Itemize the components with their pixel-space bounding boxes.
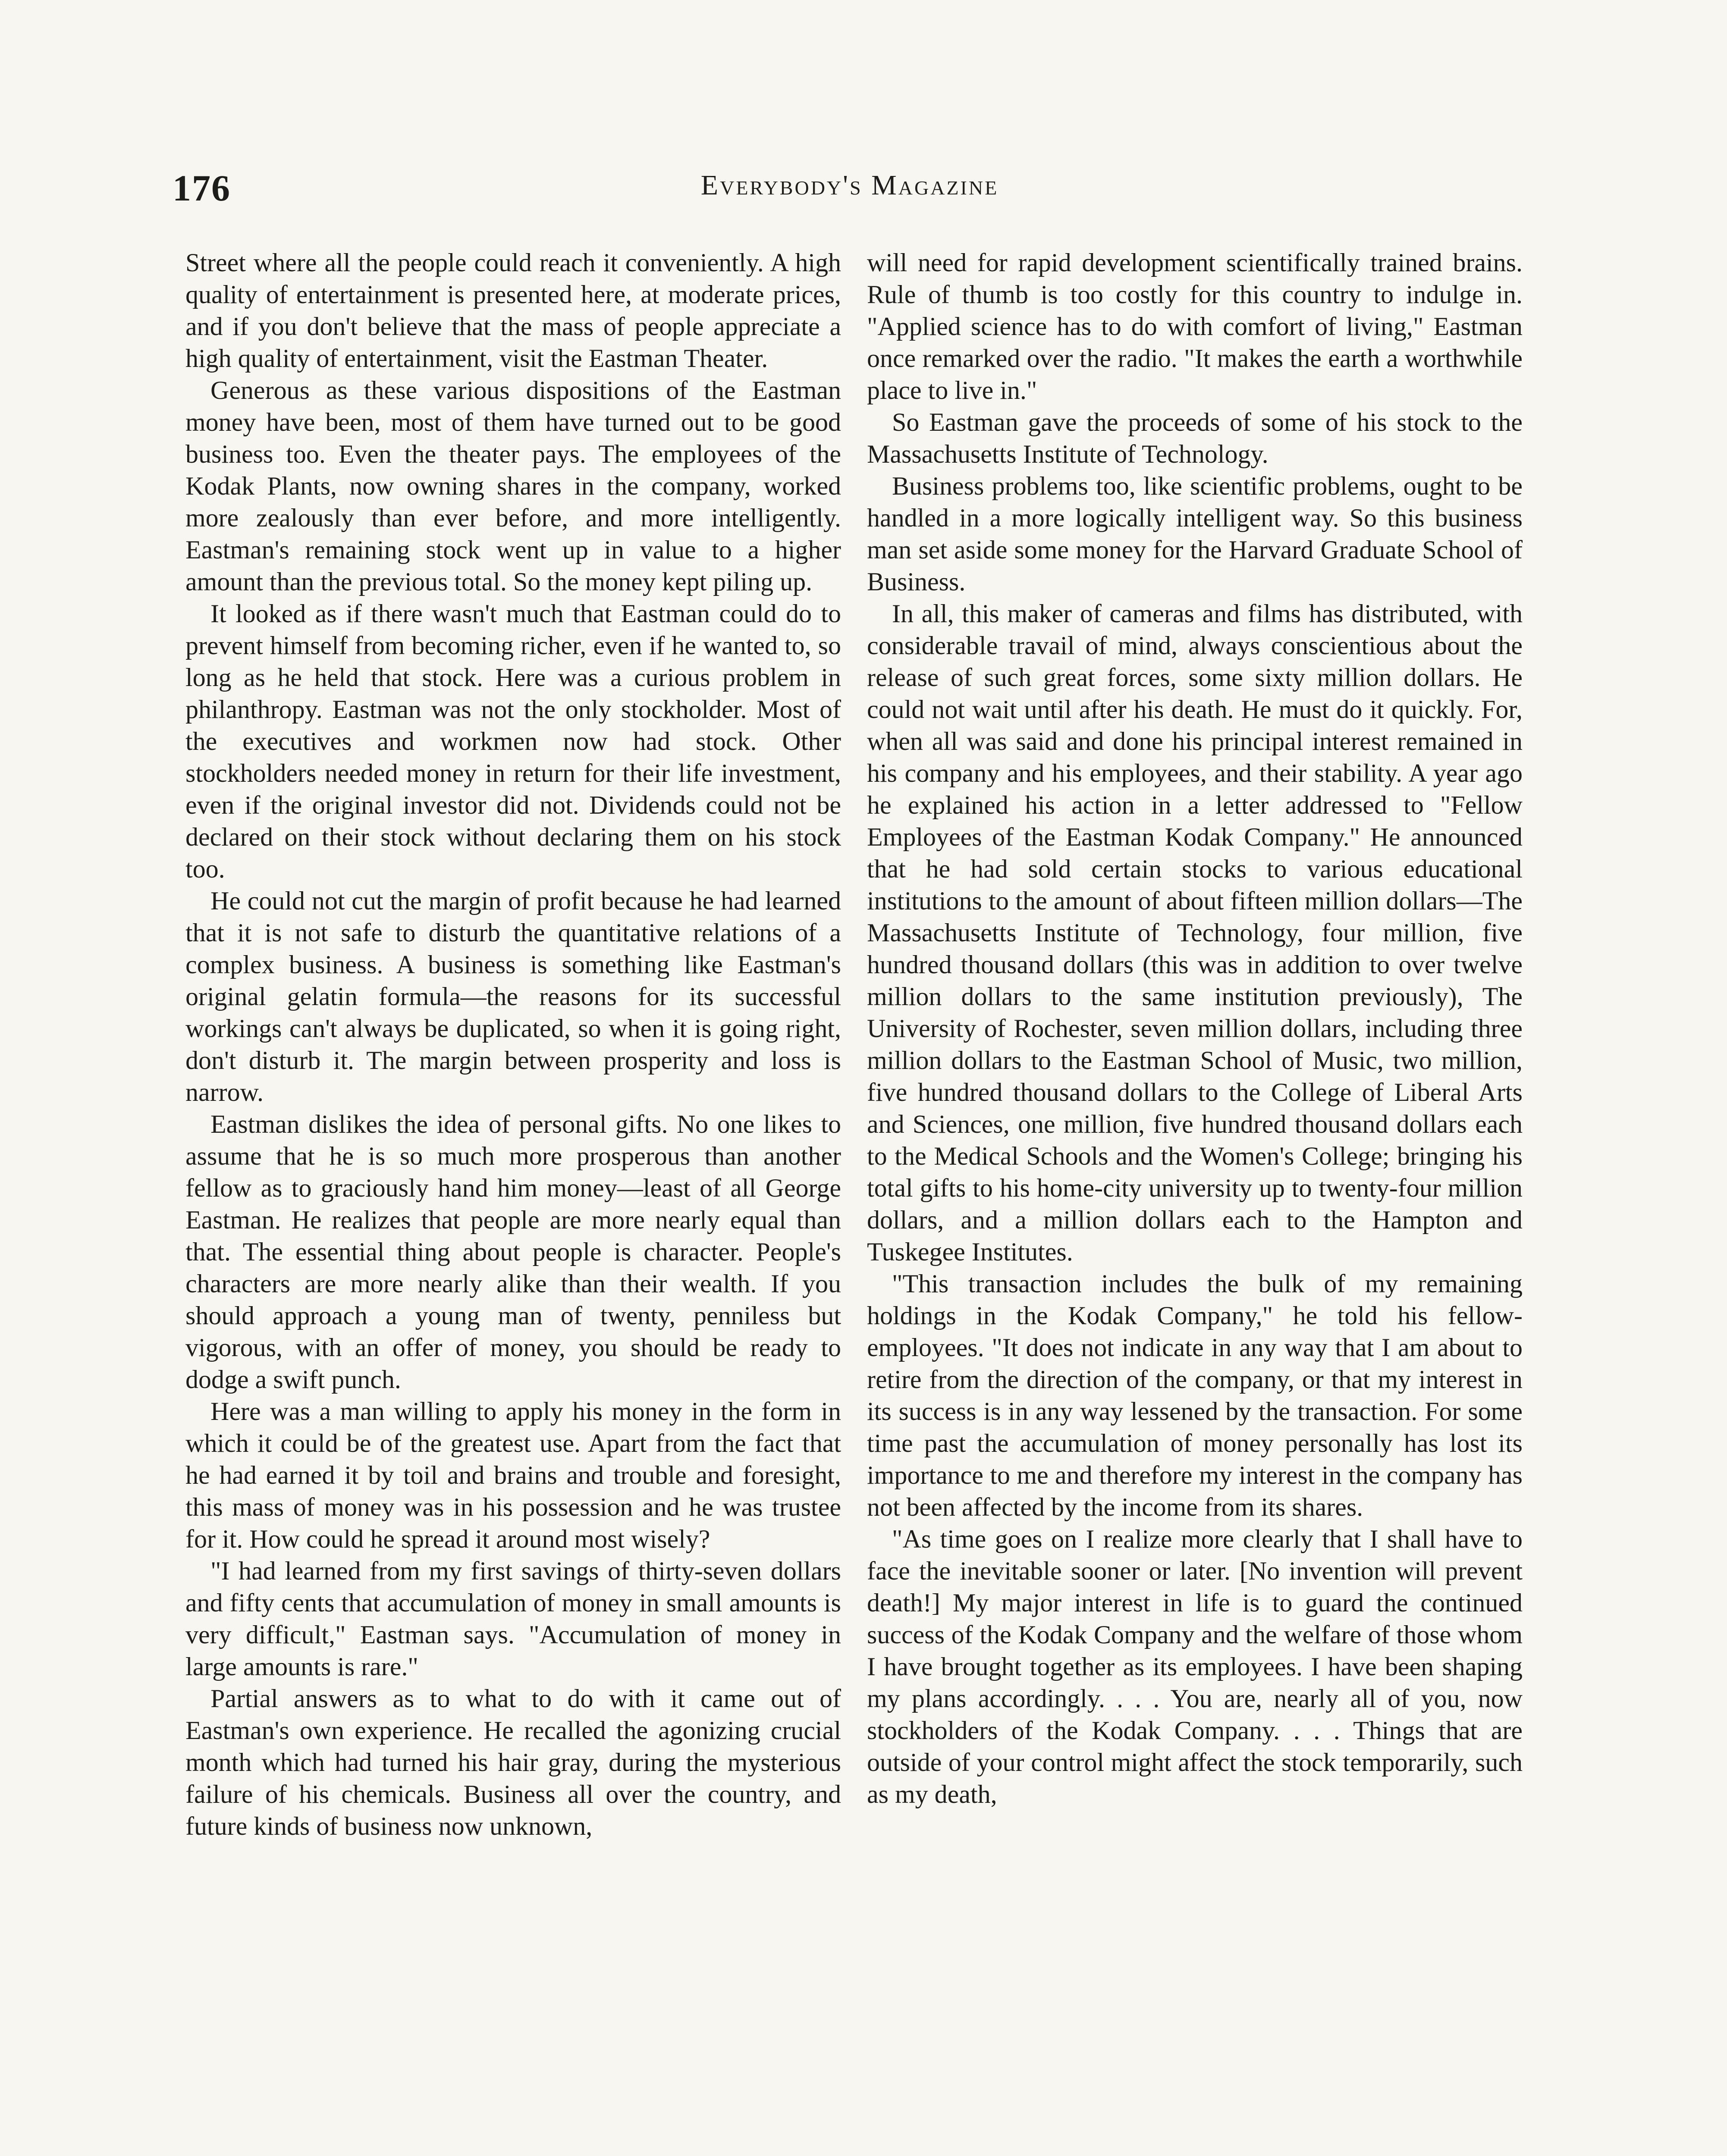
paragraph: Here was a man willing to apply his money in the form in which it could be of the greatest use. Apart from the fact that he had earned it by toil and brains and trouble and foresight, this mass of money was in his possession and he was trustee for it. How could he spread it around most wisely? bbox=[185, 1397, 841, 1553]
paragraph: Street where all the people could reach it conveniently. A high quality of entertainment is presented here, at moderate prices, and if you don't believe that the mass of people appreciate a high quality of entertainment, visit the Eastman Theater. bbox=[185, 248, 841, 373]
paragraph: Eastman dislikes the idea of personal gifts. No one likes to assume that he is so much more prosperous than another fellow as to graciously hand him money—least of all George Eastman. He realizes that people are more nearly equal than that. The essential thing about people is character. People's characters are more nearly alike than their wealth. If you should approach a young man of twenty, penniless but vigorous, with an offer of money, you should be ready to dodge a swift punch. bbox=[185, 1110, 841, 1394]
paragraph: In all, this maker of cameras and films has distributed, with considerable travail of mind, always conscientious about the release of such great forces, some sixty million dollars. He could not wait until after his death. He must do it quickly. For, when all was said and done his principal interest remained in his company and his employees, and their stability. A year ago he explained his action in a letter addressed to "Fellow Employees of the Eastman Kodak Company." He announced that he had sold certain stocks to various educational institutions to the amount of about fifteen million dollars—The Massachusetts Institute of Technology, four million, five hundred thousand dollars (this was in addition to over twelve million dollars to the same institution previously), The University of Rochester, seven million dollars, including three million dollars to the Eastman School of Music, two million, five hundred thousand dollars to the College of Liberal Arts and Sciences, one million, five hundred thousand dollars each to the Medical Schools and the Women's College; bringing his total gifts to his home-city university up to twenty-four million dollars, and a million dollars each to the Hampton and Tuskegee Institutes. bbox=[867, 599, 1523, 1266]
text-column-right bbox=[867, 247, 1523, 2156]
text-column-left bbox=[185, 247, 841, 2156]
paragraph: Partial answers as to what to do with it came out of Eastman's own experience. He recalled the agonizing crucial month which had turned his hair gray, during the mysterious failure of his chemicals. Business all over the country, and future kinds of business now unknown, bbox=[185, 1684, 841, 1840]
paragraph: Generous as these various dispositions of the Eastman money have been, most of them have turned out to be good business too. Even the theater pays. The employees of the Kodak Plants, now owning shares in the company, worked more zealously than ever before, and more intelligently. Eastman's remaining stock went up in value to a higher amount than the previous total. So the money kept piling up. bbox=[185, 376, 841, 596]
page-number: 176 bbox=[173, 167, 231, 209]
paragraph: will need for rapid development scientifically trained brains. Rule of thumb is too costly for this country to indulge in. "Applied science has to do with comfort of living," Eastman once remarked over the radio. "It makes the earth a worthwhile place to live in." bbox=[867, 248, 1523, 404]
paragraph: He could not cut the margin of profit because he had learned that it is not safe to disturb the quantitative relations of a complex business. A business is something like Eastman's original gelatin formula—the reasons for its successful workings can't always be duplicated, so when it is going right, don't disturb it. The margin between prosperity and loss is narrow. bbox=[185, 887, 841, 1106]
running-head-title: Everybody's Magazine bbox=[700, 169, 999, 201]
paragraph: Business problems too, like scientific problems, ought to be handled in a more logically intelligent way. So this business man set aside some money for the Harvard Graduate School of Business. bbox=[867, 472, 1523, 596]
paragraph: "As time goes on I realize more clearly that I shall have to face the inevitable sooner or later. [No invention will prevent death!] My major interest in life is to guard the continued success of the Kodak Company and the welfare of those whom I have brought together as its employees. I have been shaping my plans accordingly. . . . You are, nearly all of you, now stockholders of the Kodak Company. . . . Things that are outside of your control might affect the stock temporarily, such as my death, bbox=[867, 1525, 1523, 1808]
paragraph: "I had learned from my first savings of thirty-seven dollars and fifty cents that accumulation of money in small amounts is very difficult," Eastman says. "Accumulation of money in large amounts is rare." bbox=[185, 1557, 841, 1681]
page-header bbox=[173, 166, 1527, 214]
paragraph: It looked as if there wasn't much that Eastman could do to prevent himself from becoming richer, even if he wanted to, so long as he held that stock. Here was a curious problem in philanthropy. Eastman was not the only stockholder. Most of the executives and workmen now had stock. Other stockholders needed money in return for their life investment, even if the original investor did not. Dividends could not be declared on their stock without declaring them on his stock too. bbox=[185, 599, 841, 883]
paragraph: "This transaction includes the bulk of my remaining holdings in the Kodak Company," he told his fellow-employees. "It does not indicate in any way that I am about to retire from the direction of the company, or that my interest in its success is in any way lessened by the transaction. For some time past the accumulation of money personally has lost its importance to me and therefore my interest in the company has not been affected by the income from its shares. bbox=[867, 1269, 1523, 1521]
paragraph: So Eastman gave the proceeds of some of his stock to the Massachusetts Institute of Technology. bbox=[867, 408, 1523, 468]
